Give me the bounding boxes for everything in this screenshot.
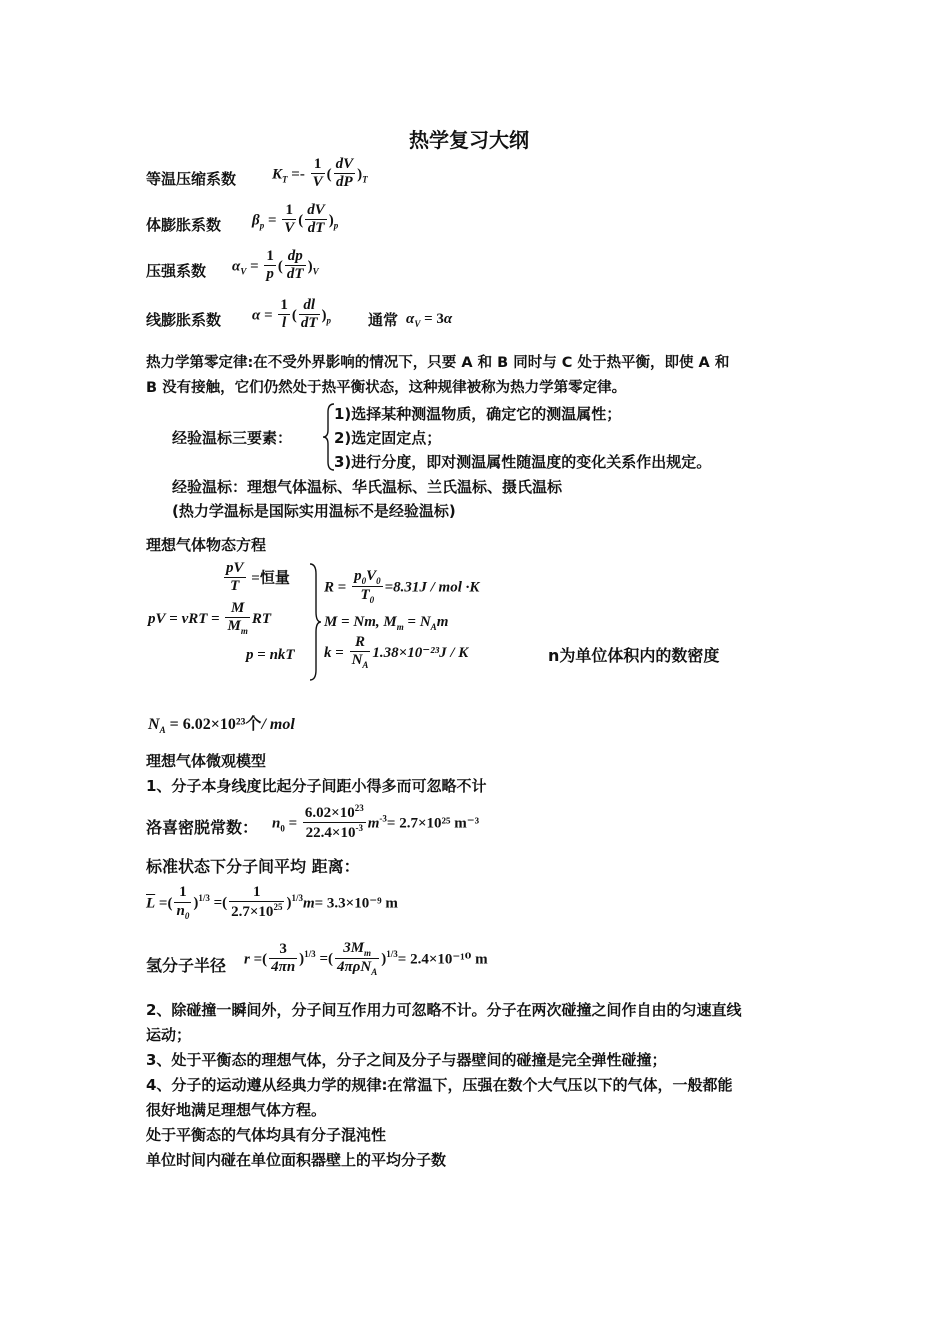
scale-element-item: 3)进行分度，即对测温属性随温度的变化关系作出规定。 — [334, 453, 712, 471]
linear-label: 线膨胀系数 — [146, 311, 222, 329]
point-3: 3、处于平衡态的理想气体，分子之间及分子与器壁间的碰撞是完全弹性碰撞； — [146, 1051, 667, 1069]
point-4-line1: 4、分子的运动遵从经典力学的规律:在常温下，压强在数个大气压以下的气体，一般都能 — [146, 1076, 733, 1094]
volume-label: 体膨胀系数 — [146, 216, 222, 234]
usual-formula: $\alpha_V = 3\alpha$ — [406, 311, 453, 329]
distance-result: = 3.3×10⁻⁹ m — [314, 895, 398, 912]
r-constant: R = $\frac{p_0V_0}{T_0}$ =8.31J / mol ·K — [324, 568, 480, 606]
radius-formula: r =( $\frac{3}{4\pi n}$ )$^{1/3}$ =( $\frac{3M_m}{4\pi\rho N_A}$ )$^{1/3}$= 2.4×10⁻¹⁰ m — [244, 940, 488, 978]
wall-flux: 单位时间内碰在单位面积器壁上的平均分子数 — [146, 1151, 447, 1169]
page-title: 热学复习大纲 — [409, 128, 529, 152]
usual-label: 通常 — [368, 311, 399, 329]
distance-formula: $\overline{L}$ =( $\frac{1}{n_0}$ )$^{1/3}$ =( $\frac{1}{2.7\times 10^{25}}$ )$^{1/3}$m= 3.3×10⁻⁹ m — [146, 884, 398, 921]
avogadro: $N_A = 6.02\times 10^{23}$个/ mol — [148, 714, 295, 736]
point-4-line2: 很好地满足理想气体方程。 — [146, 1101, 327, 1119]
k-constant: k = $\frac{R}{N_A}$ 1.38×10⁻²³J / K — [324, 634, 469, 671]
right-brace-icon — [308, 562, 322, 682]
molecular-chaos: 处于平衡态的气体均具有分子混沌性 — [146, 1126, 387, 1144]
p-nkt: p = nkT — [246, 647, 295, 663]
avogadro-value: 6.02×10²³ — [182, 716, 246, 733]
distance-label: 标准状态下分子间平均 距离： — [146, 857, 360, 876]
isothermal-formula: $K_T$ =- $\frac{1}{V}$ ( $\frac{dV}{dP}$ )$_T$ — [272, 156, 368, 191]
zeroth-law-line2: B 没有接触，它们仍然处于热平衡状态，这种规律被称为热力学第零定律。 — [146, 380, 627, 396]
r-value: =8.31J / mol ·K — [384, 579, 480, 596]
ideal-gas-heading: 理想气体物态方程 — [146, 536, 267, 554]
point-2-line1: 2、除碰撞一瞬间外，分子间互作用力可忽略不计。分子在两次碰撞之间作自由的匀速直线 — [146, 1001, 742, 1019]
point-2-line2: 运动； — [146, 1026, 192, 1044]
m-relation: M = Nm, $M_m = N_Am$ — [324, 614, 449, 632]
isothermal-label: 等温压缩系数 — [146, 170, 237, 188]
scale-elements-label: 经验温标三要素： — [172, 429, 293, 447]
linear-formula: α = $\frac{1}{l}$ ( $\frac{dl}{dT}$ )$_p$ — [252, 297, 332, 332]
radius-result: = 2.4×10⁻¹⁰ m — [397, 951, 488, 968]
pressure-label: 压强系数 — [146, 262, 207, 280]
scale-element-item: 2)选定固定点； — [334, 429, 442, 447]
empirical-scales: 经验温标：理想气体温标、华氏温标、兰氏温标、摄氏温标 — [172, 478, 563, 496]
point-1: 1、分子本身线度比起分子间距小得多而可忽略不计 — [146, 777, 487, 795]
avogadro-per: / mol — [261, 716, 295, 733]
k-value: 1.38×10⁻²³J / K — [372, 644, 469, 661]
pv-over-t: $\frac{pV}{T}$ =恒量 — [226, 560, 290, 595]
zeroth-law-line1: 热力学第零定律:在不受外界影响的情况下，只要 A 和 B 同时与 C 处于热平衡，即使 A 和 — [146, 355, 730, 371]
avogadro-unit: 个 — [245, 714, 262, 733]
pressure-formula: $\alpha_V$ = $\frac{1}{p}$ ( $\frac{dp}{dT}$ )$_V$ — [232, 248, 319, 283]
thermo-scale-note: (热力学温标是国际实用温标不是经验温标) — [172, 502, 456, 520]
loschmidt-result: = 2.7×10²⁵ m⁻³ — [386, 815, 480, 832]
volume-formula: $\beta_p$ = $\frac{1}{V}$ ( $\frac{dV}{dT}$ )$_p$ — [252, 202, 339, 237]
loschmidt-formula: $n_0$ = $\frac{6.02\times 10^{23}}{22.4\times 10^{-3}}$ $m^{-3}= 2.7\times 10^{25}$ m⁻³ — [272, 803, 480, 842]
constant-label: 恒量 — [259, 568, 290, 587]
micro-model-heading: 理想气体微观模型 — [146, 752, 267, 770]
scale-element-item: 1)选择某种测温物质，确定它的测温属性； — [334, 405, 622, 423]
radius-label: 氢分子半径 — [146, 956, 227, 975]
n-description: n为单位体积内的数密度 — [548, 646, 720, 665]
loschmidt-label: 洛喜密脱常数： — [146, 818, 259, 837]
pv-nrt: pV = νRT = $\frac{M}{M_m}$ RT — [148, 600, 271, 637]
